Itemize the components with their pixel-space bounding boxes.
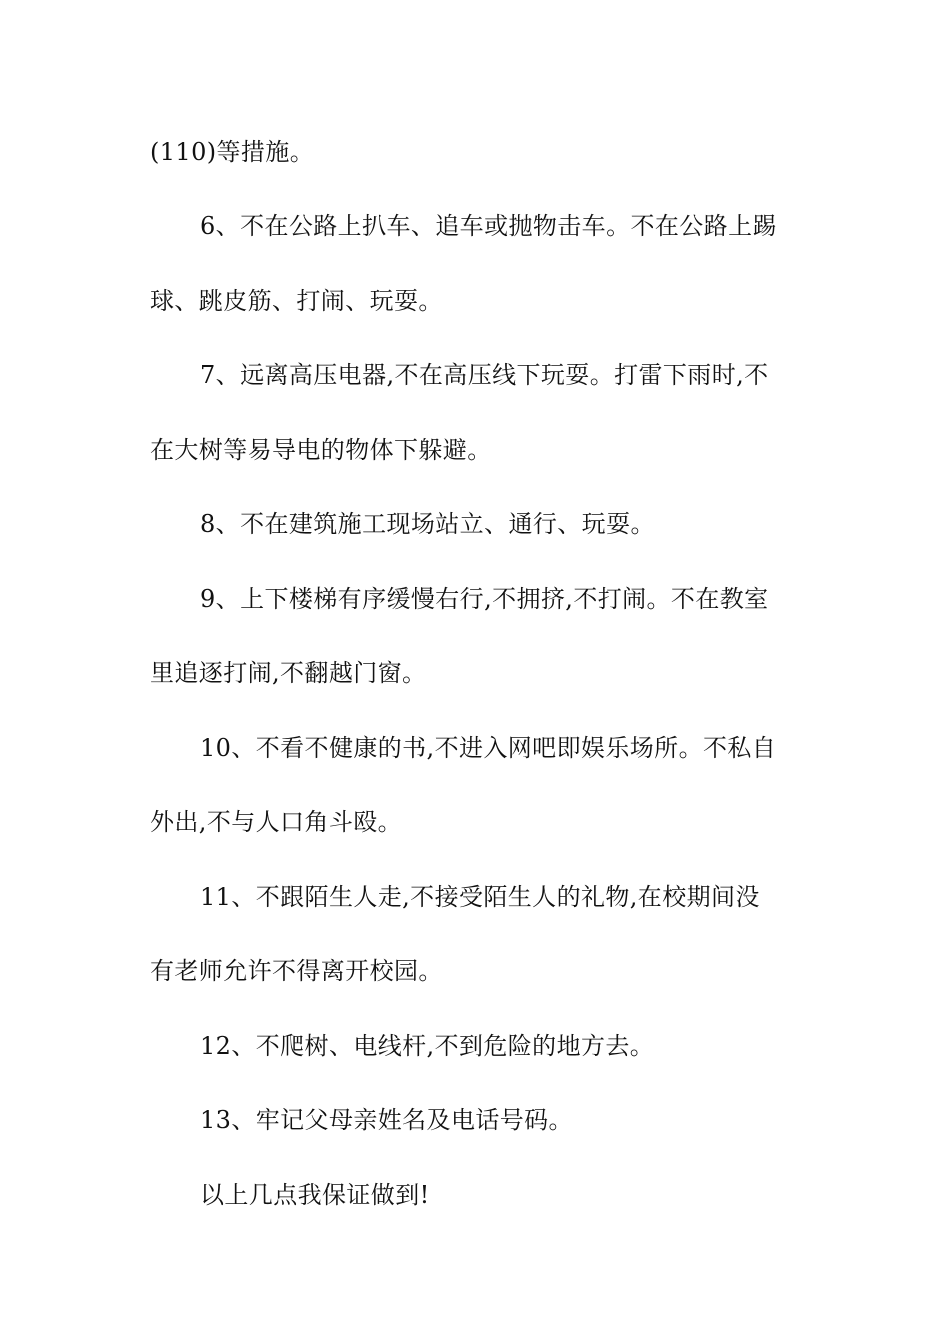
text-line: 10、不看不健康的书,不进入网吧即娱乐场所。不私自 xyxy=(200,734,777,762)
text-line: 9、上下楼梯有序缓慢右行,不拥挤,不打闹。不在教室 xyxy=(200,585,769,613)
text-line: 11、不跟陌生人走,不接受陌生人的礼物,在校期间没 xyxy=(200,883,760,911)
text-line: 13、牢记父母亲姓名及电话号码。 xyxy=(200,1106,573,1134)
text-line: 以上几点我保证做到! xyxy=(200,1181,430,1209)
text-line: 7、远离高压电器,不在高压线下玩耍。打雷下雨时,不 xyxy=(200,361,769,389)
text-line: 球、跳皮筋、打闹、玩耍。 xyxy=(150,287,443,315)
text-line: (110)等措施。 xyxy=(150,138,315,166)
text-line: 有老师允许不得离开校园。 xyxy=(150,957,443,985)
text-line: 12、不爬树、电线杆,不到危险的地方去。 xyxy=(200,1032,655,1060)
text-line: 外出,不与人口角斗殴。 xyxy=(150,808,403,836)
text-line: 8、不在建筑施工现场站立、通行、玩耍。 xyxy=(200,510,655,538)
text-line: 在大树等易导电的物体下躲避。 xyxy=(150,436,492,464)
text-line: 6、不在公路上扒车、追车或抛物击车。不在公路上踢 xyxy=(200,212,777,240)
text-line: 里追逐打闹,不翻越门窗。 xyxy=(150,659,427,687)
